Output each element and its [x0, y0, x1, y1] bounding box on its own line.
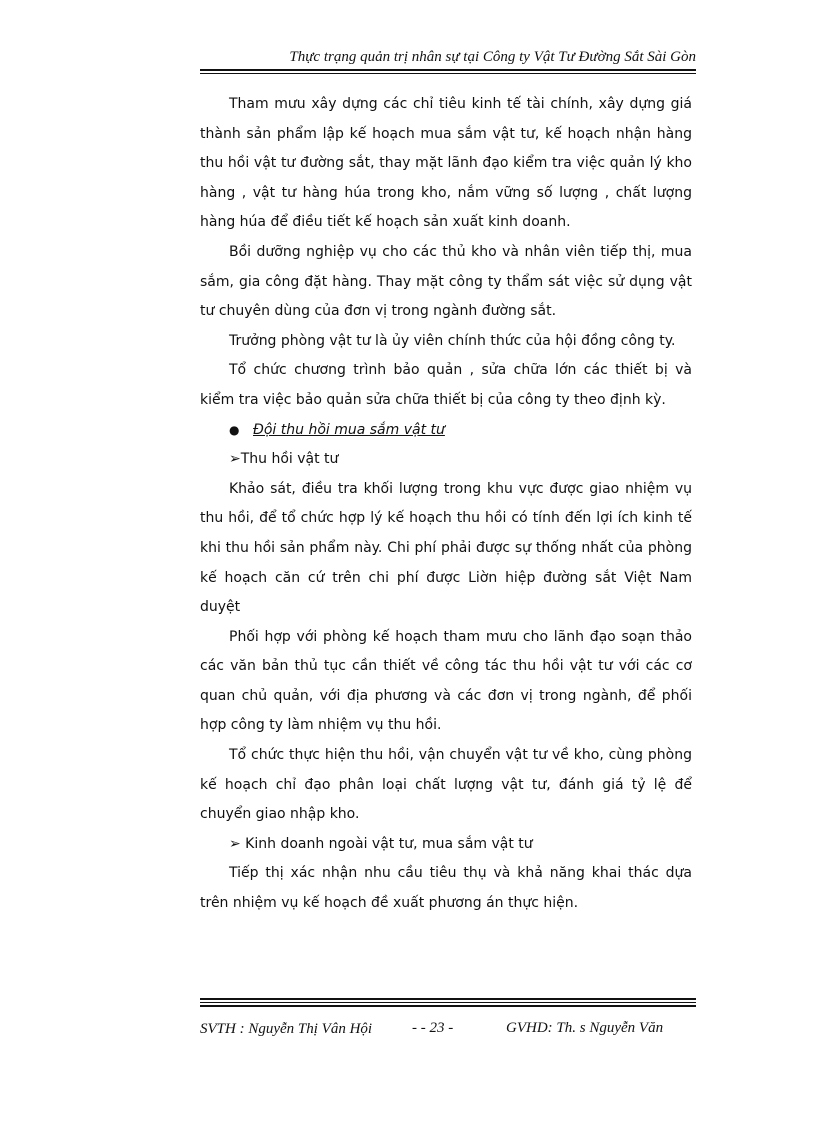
header-rule [200, 69, 696, 71]
paragraph: Tham mưu xây dựng các chỉ tiêu kinh tế tài chính, xây dựng giá thành sản phẩm lập kế hoạch mua sắm vật tư, kế hoạch nhận hàng thu hồi vật tư đường sắt, thay mặt lãnh đạo kiểm tra việc quản lý kho hàng , vật tư hàng húa trong kho, nắm vững số lượng , chất lượng hàng húa để điều tiết kế hoạch sản xuất kinh doanh. [200, 96, 692, 231]
paragraph: Tiếp thị xác nhận nhu cầu tiêu thụ và khả năng khai thác dựa trên nhiệm vụ kế hoạch đề xuất phương án thực hiện. [200, 865, 692, 912]
section-heading: Đội thu hồi mua sắm vật tư [253, 421, 445, 438]
subheading-kinh-doanh: ➢ Kinh doanh ngoài vật tư, mua sắm vật tư [229, 835, 533, 852]
footer-student: SVTH : Nguyễn Thị Vân Hội [200, 1021, 373, 1037]
footer-rule-bottom [200, 1005, 696, 1007]
paragraph: Khảo sát, điều tra khối lượng trong khu vực được giao nhiệm vụ thu hồi, để tổ chức hợp lý kế hoạch thu hồi có tính đến lợi ích kinh tế khi thu hồi sản phẩm này. Chi phí phải được sự thống nhất của phòng kế hoạch căn cứ trên chi phí được Liờn hiệp đường sắt Việt Nam duyệt [200, 480, 692, 616]
subheading-thu-hoi: ➢Thu hồi vật tư [229, 451, 339, 468]
paragraph: Trưởng phòng vật tư là ủy viên chính thức của hội đồng công ty. [229, 332, 676, 349]
footer-rule [200, 998, 696, 1000]
section-bullet [200, 416, 692, 446]
bullet-dot-icon: ● [229, 422, 240, 437]
document-body [200, 90, 692, 919]
paragraph: Tổ chức thực hiện thu hồi, vận chuyển vật tư về kho, cùng phòng kế hoạch chỉ đạo phân loại chất lượng vật tư, đánh giá tỷ lệ để chuyển giao nhập kho. [200, 747, 692, 823]
footer-page-number: - - 23 - [412, 1020, 454, 1036]
paragraph: Phối hợp với phòng kế hoạch tham mưu cho lãnh đạo soạn thảo các văn bản thủ tục cần thiết về công tác thu hồi vật tư với các cơ quan chủ quản, với địa phương và các đơn vị trong ngành, để phối hợp công ty làm nhiệm vụ thu hồi. [200, 628, 692, 734]
footer-advisor: GVHD: Th. s Nguyễn Văn [506, 1020, 664, 1036]
page-header-title: Thực trạng quản trị nhân sự tại Công ty Vật Tư Đường Sắt Sài Gòn [289, 49, 696, 65]
header-rule-thin [200, 73, 696, 74]
paragraph: Bồi dưỡng nghiệp vụ cho các thủ kho và nhân viên tiếp thị, mua sắm, gia công đặt hàng. Thay mặt công ty thẩm sát việc sử dụng vật tư chuyên dùng của đơn vị trong ngành đường sắt. [200, 243, 692, 320]
footer-rule-thin [200, 1002, 696, 1003]
paragraph: Tổ chức chương trình bảo quản , sửa chữa lớn các thiết bị và kiểm tra việc bảo quản sửa chữa thiết bị của công ty theo định kỳ. [200, 362, 692, 408]
